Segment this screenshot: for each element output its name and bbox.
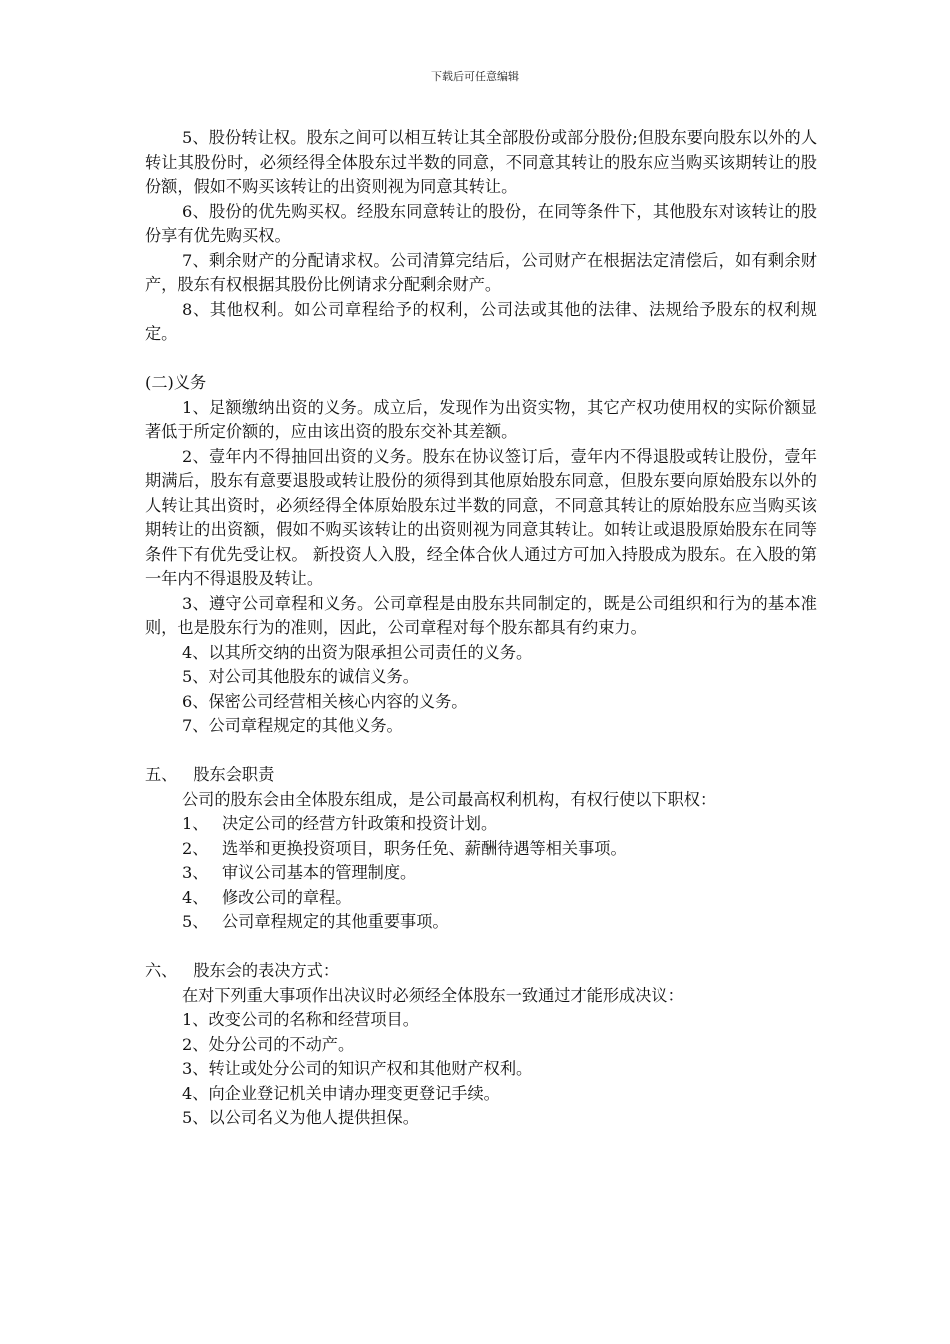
duties-item-3: 3、遵守公司章程和义务。公司章程是由股东共同制定的，既是公司组织和行为的基本准则，也是股东行为的准则，因此，公司章程对每个股东都具有约束力。 [145,593,817,637]
duties-item-5: 5、对公司其他股东的诚信义务。 [182,667,419,686]
section5-number: 五、 [145,765,178,784]
duties-item-4: 4、以其所交纳的出资为限承担公司责任的义务。 [182,642,533,662]
section5-item [145,861,817,886]
section6-title: 股东会的表决方式： [193,961,340,980]
section6-intro: 在对下列重大事项作出决议时必须经全体股东一致通过才能形成决议： [182,985,684,1005]
section5-item [145,812,817,837]
section6-item: 1、改变公司的名称和经营项目。 [182,1010,419,1029]
document-body [145,126,817,1131]
section5-item-number: 5、 [182,912,209,931]
section6-item: 3、转让或处分公司的知识产权和其他财产权利。 [182,1059,533,1078]
section5-title: 股东会职责 [193,765,275,784]
rights-item-7: 7、剩余财产的分配请求权。公司清算完结后，公司财产在根据法定清偿后，如有剩余财产，股东有权根据其股份比例请求分配剩余财产。 [145,250,817,294]
section5-intro: 公司的股东会由全体股东组成，是公司最高权利机构，有权行使以下职权： [182,789,717,809]
section5-item-number: 4、 [182,887,209,907]
section5-item-text: 修改公司的章程。 [222,887,352,907]
section5-item-text: 审议公司基本的管理制度。 [222,863,417,882]
spacer [145,739,817,764]
duties-item-2: 2、壹年内不得抽回出资的义务。股东在协议签订后，壹年内不得退股或转让股份，壹年期满后，股东有意要退股或转让股份的须得到其他原始股东同意，但股东要向原始股东以外的人转让其出资时，必须经得全体原始股东过半数的同意，不同意其转让的原始股东应当购买该期转让的出资额，假如不购买该转让的出资则视为同意其转让。如转让或退股原始股东在同等条件下有优先受让权。 新投资人入股，经全体合伙人通过方可加入持股成为股东。在入股的第一年内不得退股及转让。 [145,446,817,588]
section5-item [145,837,817,862]
spacer [145,935,817,960]
section5-item [145,886,817,911]
section5-item-text: 公司章程规定的其他重要事项。 [222,912,449,931]
section5-item-text: 决定公司的经营方针政策和投资计划。 [222,814,498,833]
duties-item-1: 1、足额缴纳出资的义务。成立后，发现作为出资实物，其它产权功使用权的实际价额显著低于所定价额的，应由该出资的股东交补其差额。 [145,397,817,441]
duties-item-6: 6、保密公司经营相关核心内容的义务。 [182,691,468,711]
duties-heading: (二)义务 [145,373,207,392]
page-header: 下载后可任意编辑 [431,70,519,83]
section6-item: 2、处分公司的不动产。 [182,1034,355,1054]
section6-number: 六、 [145,961,178,980]
duties-item-7: 7、公司章程规定的其他义务。 [182,716,403,735]
rights-item-8: 8、其他权利。如公司章程给予的权利，公司法或其他的法律、法规给予股东的权利规定。 [145,299,817,343]
section5-item-number: 1、 [182,814,209,833]
rights-item-5: 5、股份转让权。股东之间可以相互转让其全部股份或部分股份;但股东要向股东以外的人转让其股份时，必须经得全体股东过半数的同意，不同意其转让的股东应当购买该期转让的股份额，假如不购买该转让的出资则视为同意其转让。 [145,128,817,196]
section5-item-number: 3、 [182,863,209,882]
section5-item-number: 2、 [182,838,209,858]
section6-item: 4、向企业登记机关申请办理变更登记手续。 [182,1083,500,1103]
section5-heading [145,763,817,788]
section5-item [145,910,817,935]
section6-item: 5、以公司名义为他人提供担保。 [182,1108,419,1127]
section6-heading [145,959,817,984]
section5-item-text: 选举和更换投资项目，职务任免、薪酬待遇等相关事项。 [222,838,627,858]
spacer [145,347,817,372]
rights-item-6: 6、股份的优先购买权。经股东同意转让的股份，在同等条件下，其他股东对该转让的股份享有优先购买权。 [145,201,817,245]
